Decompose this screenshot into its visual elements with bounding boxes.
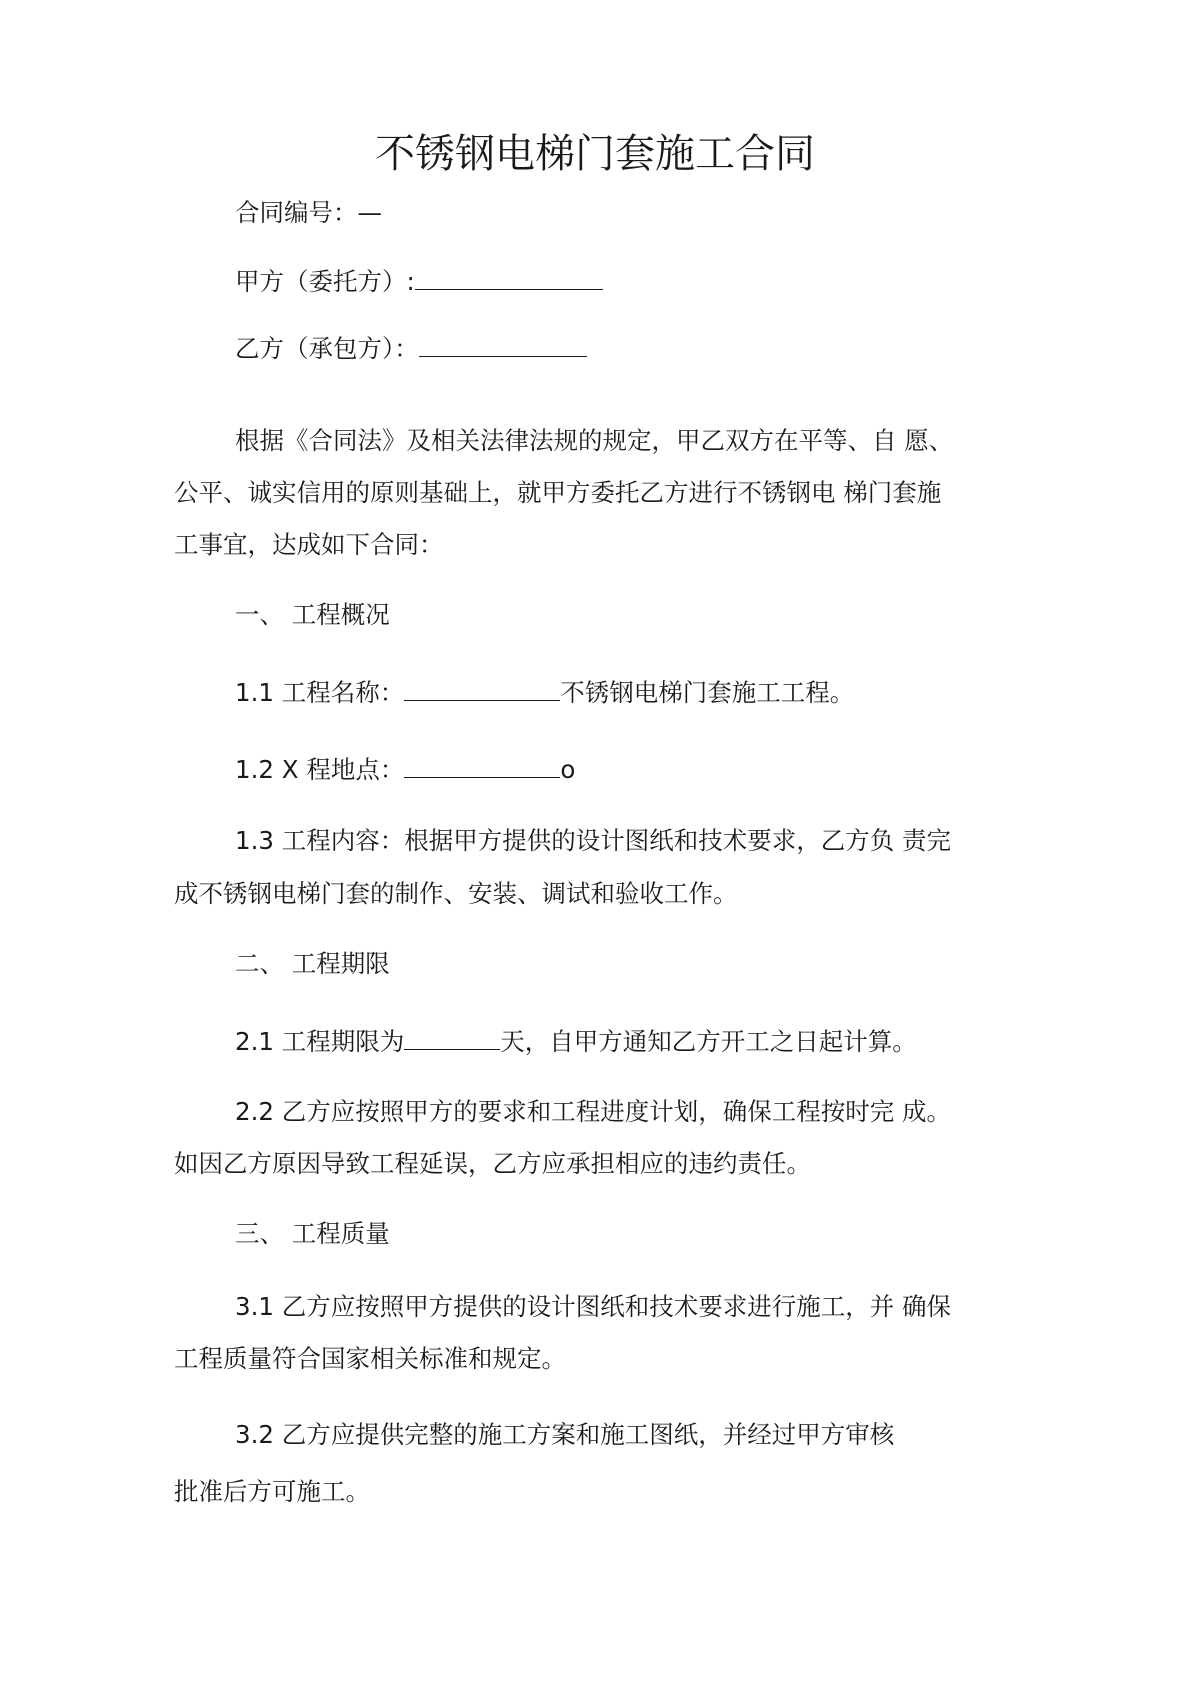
document-title: 不锈钢电梯门套施工合同 — [375, 131, 815, 177]
party-b-blank — [419, 330, 587, 357]
item-2-2-line-2: 如因乙方原因导致工程延误，乙方应承担相应的违约责任。 — [174, 1149, 811, 1178]
project-location-blank — [404, 751, 560, 778]
project-name-blank — [404, 674, 560, 701]
party-b-label: 乙方（承包方）： — [235, 334, 419, 363]
item-3-2-line-1: 3.2 乙方应提供完整的施工方案和施工图纸，并经过甲方审核 — [235, 1420, 895, 1449]
item-2-1-prefix: 2.1 工程期限为 — [235, 1027, 405, 1056]
item-2-1-suffix: 天，自甲方通知乙方开工之日起计算。 — [500, 1027, 917, 1056]
item-1-1-suffix: 不锈钢电梯门套施工工程。 — [560, 678, 855, 707]
item-1-1 — [235, 674, 854, 710]
section-3-heading: 三、 工程质量 — [235, 1219, 390, 1248]
contract-number-label: 合同编号：— — [235, 198, 382, 227]
item-3-1-line-1: 3.1 乙方应按照甲方提供的设计图纸和技术要求进行施工，并 确保 — [235, 1292, 952, 1321]
contract-number-line — [235, 196, 382, 230]
item-1-2 — [235, 751, 575, 787]
duration-blank — [404, 1023, 500, 1050]
item-2-2-line-1: 2.2 乙方应按照甲方的要求和工程进度计划，确保工程按时完 成。 — [235, 1097, 952, 1126]
party-a-line — [235, 263, 603, 299]
item-2-1 — [235, 1023, 917, 1059]
intro-line-1: 根据《合同法》及相关法律法规的规定，甲乙双方在平等、自 愿、 — [235, 426, 954, 455]
party-b-line — [235, 330, 587, 366]
item-1-3-line-2: 成不锈钢电梯门套的制作、安装、调试和验收工作。 — [174, 879, 738, 908]
item-1-1-prefix: 1.1 工程名称： — [235, 678, 405, 707]
item-1-2-suffix: o — [560, 755, 576, 784]
section-2-heading: 二、 工程期限 — [235, 949, 390, 978]
item-3-1-line-2: 工程质量符合国家相关标准和规定。 — [174, 1344, 566, 1373]
section-1-heading: 一、 工程概况 — [235, 600, 390, 629]
item-1-3-line-1: 1.3 工程内容：根据甲方提供的设计图纸和技术要求，乙方负 责完 — [235, 826, 952, 855]
item-1-2-prefix: 1.2 X 程地点： — [235, 755, 405, 784]
intro-line-3: 工事宜，达成如下合同： — [174, 530, 444, 559]
item-3-2-line-2: 批准后方可施工。 — [174, 1477, 370, 1506]
party-a-label: 甲方（委托方）: — [235, 267, 415, 296]
party-a-blank — [415, 263, 603, 290]
intro-line-2: 公平、诚实信用的原则基础上，就甲方委托乙方进行不锈钢电 梯门套施 — [174, 478, 942, 507]
